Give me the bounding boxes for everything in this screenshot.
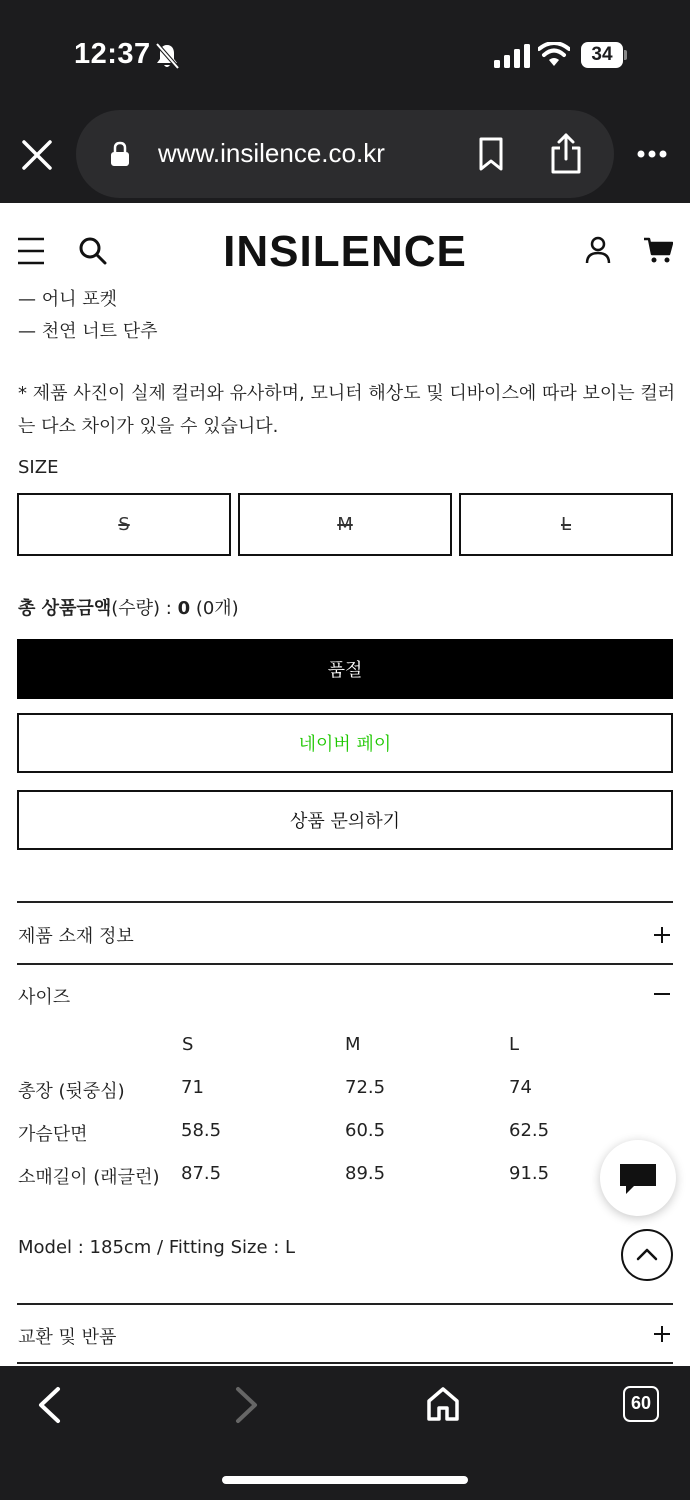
size-option-m[interactable] <box>238 493 452 556</box>
table-row <box>18 1120 618 1150</box>
table-cell: 71 <box>181 1077 204 1098</box>
bookmark-icon[interactable] <box>478 137 504 171</box>
browser-bottom-bar <box>0 1366 690 1500</box>
battery-indicator <box>581 42 627 68</box>
divider <box>17 901 673 903</box>
cart-icon[interactable] <box>643 236 673 264</box>
share-icon[interactable] <box>549 132 583 174</box>
url-text[interactable]: www.insilence.co.kr <box>158 138 385 168</box>
size-option-label: M <box>337 514 353 535</box>
total-qty-label: (수량) : <box>111 598 178 619</box>
table-cell: 74 <box>509 1077 532 1098</box>
divider <box>17 1362 673 1364</box>
table-cell: 소매길이 (래글런) <box>18 1167 160 1188</box>
size-option-label: S <box>118 514 130 535</box>
brand-logo[interactable]: INSILENCE <box>223 227 467 276</box>
accordion-title[interactable]: 사이즈 <box>18 987 71 1008</box>
plus-icon[interactable] <box>652 1324 672 1344</box>
table-cell: 87.5 <box>181 1163 222 1184</box>
chevron-up-icon <box>636 1246 658 1264</box>
close-icon[interactable] <box>20 138 54 172</box>
minus-icon[interactable] <box>652 984 672 1004</box>
chat-bubble-icon <box>620 1164 656 1194</box>
table-row <box>18 1077 618 1107</box>
table-cell: 62.5 <box>509 1120 550 1141</box>
table-header: L <box>509 1034 520 1055</box>
divider <box>17 963 673 965</box>
size-option-l[interactable] <box>459 493 673 556</box>
chat-button[interactable] <box>600 1140 676 1216</box>
lock-icon <box>110 141 130 167</box>
size-option-label: L <box>560 514 572 535</box>
user-icon[interactable] <box>585 236 611 264</box>
table-header-row <box>18 1034 618 1064</box>
table-cell: 72.5 <box>345 1077 386 1098</box>
accordion-title[interactable]: 제품 소재 정보 <box>18 926 134 947</box>
forward-arrow-icon[interactable] <box>234 1386 260 1424</box>
battery-level: 34 <box>581 42 623 68</box>
size-label: SIZE <box>18 457 59 478</box>
table-header: S <box>182 1034 194 1055</box>
back-arrow-icon[interactable] <box>36 1386 62 1424</box>
scroll-to-top-button[interactable] <box>621 1229 673 1281</box>
table-cell: 58.5 <box>181 1120 222 1141</box>
feature-line: — 천연 너트 단추 <box>18 321 158 342</box>
bell-slash-icon <box>154 42 180 70</box>
divider <box>17 1303 673 1305</box>
table-cell: 총장 (뒷중심) <box>18 1081 125 1102</box>
product-inquiry-button[interactable]: 상품 문의하기 <box>17 790 673 850</box>
home-icon[interactable] <box>426 1386 460 1422</box>
table-cell: 60.5 <box>345 1120 386 1141</box>
more-options-icon[interactable] <box>636 146 668 162</box>
cellular-signal-icon <box>494 44 530 68</box>
total-label: 총 상품금액 <box>18 598 112 619</box>
total-price <box>18 594 239 620</box>
table-cell: 91.5 <box>509 1163 550 1184</box>
total-value: 0 <box>177 598 191 619</box>
browser-top-bar <box>0 0 690 203</box>
table-cell: 가슴단면 <box>18 1124 88 1145</box>
product-detail <box>0 289 690 1366</box>
status-time: 12:37 <box>74 38 151 70</box>
size-option-s[interactable] <box>17 493 231 556</box>
feature-line: — 어니 포켓 <box>18 289 117 310</box>
color-notice: * 제품 사진이 실제 컬러와 유사하며, 모니터 해상도 및 디바이스에 따라 보이는 컬러는 다소 차이가 있을 수 있습니다. <box>18 383 676 437</box>
tabs-button[interactable]: 60 <box>623 1386 659 1422</box>
table-header: M <box>345 1034 361 1055</box>
model-info: Model : 185cm / Fitting Size : L <box>18 1237 296 1258</box>
site-header <box>0 203 690 289</box>
accordion-title[interactable]: 교환 및 반품 <box>18 1327 117 1348</box>
plus-icon[interactable] <box>652 925 672 945</box>
soldout-button[interactable]: 품절 <box>17 639 673 699</box>
home-indicator <box>222 1476 468 1484</box>
naver-pay-button[interactable]: 네이버 페이 <box>17 713 673 773</box>
total-count: (0개) <box>190 598 239 619</box>
battery-tip <box>624 50 627 60</box>
wifi-icon <box>538 42 570 68</box>
table-cell: 89.5 <box>345 1163 386 1184</box>
table-row <box>18 1163 618 1193</box>
